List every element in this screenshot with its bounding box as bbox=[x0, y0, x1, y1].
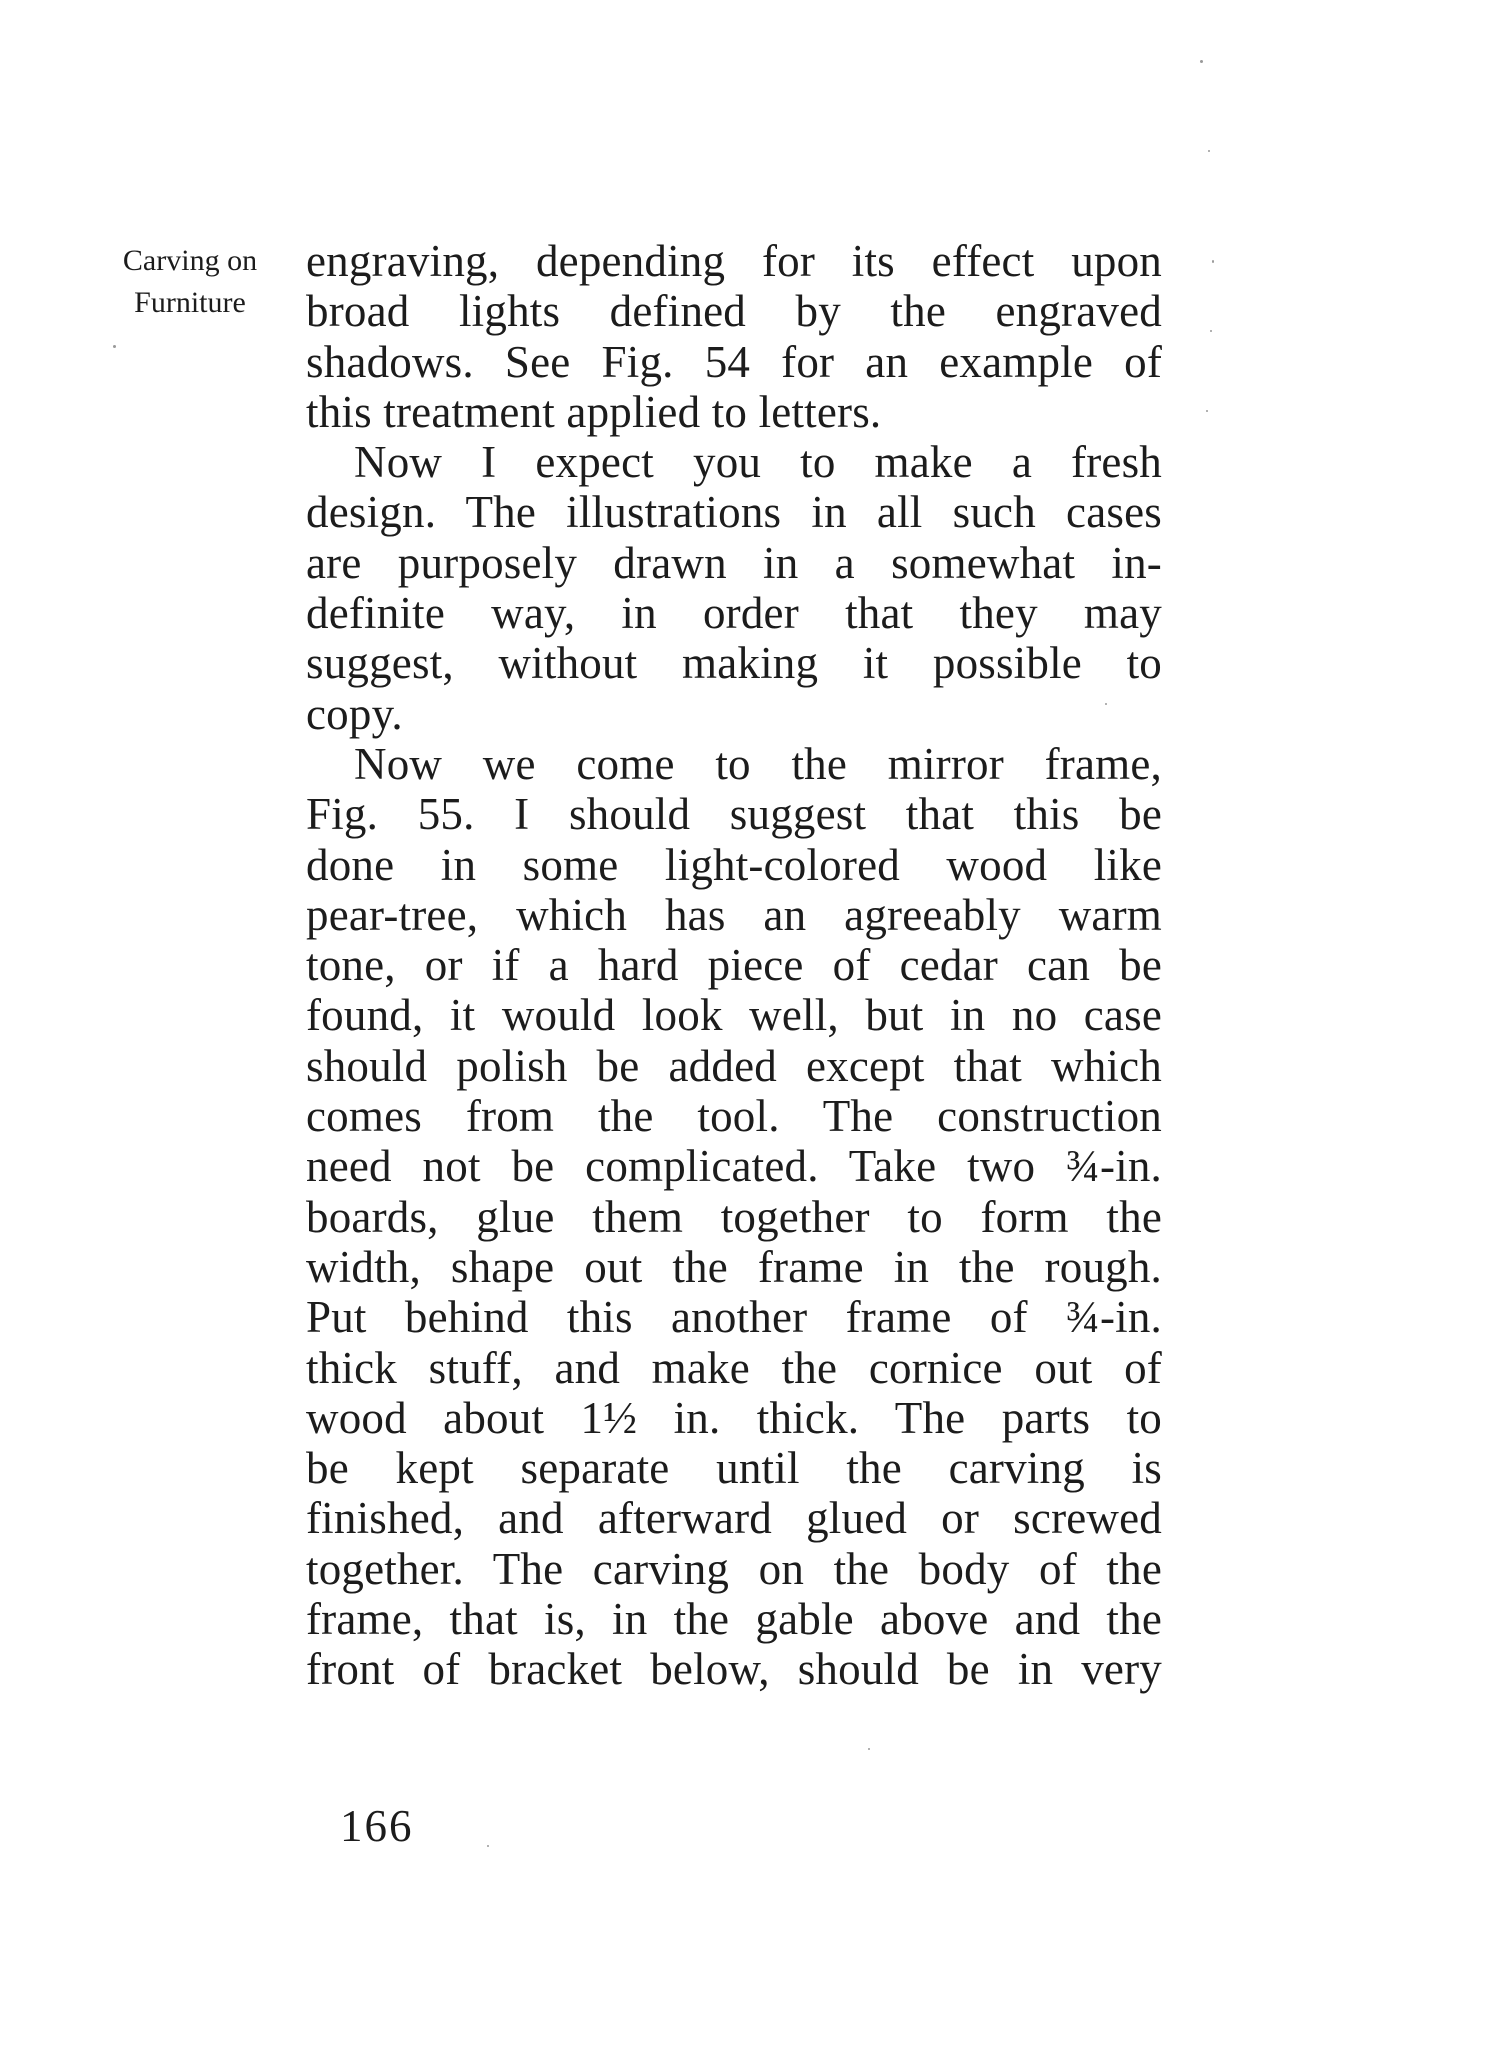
margin-note-line-1: Carving on bbox=[122, 244, 258, 277]
text-line: together. The carving on the body of the bbox=[306, 1543, 1162, 1594]
text-line: this treatment applied to letters. bbox=[306, 386, 882, 437]
text-line: design. The illustrations in all such cases bbox=[306, 487, 1162, 538]
text-line: definite way, in order that they may bbox=[306, 588, 1162, 639]
text-line: shadows. See Fig. 54 for an example of bbox=[306, 336, 1162, 387]
scan-speck bbox=[1210, 330, 1212, 332]
page-number: 166 bbox=[340, 1801, 414, 1851]
text-line: tone, or if a hard piece of cedar can be bbox=[306, 940, 1162, 991]
scan-speck bbox=[868, 1748, 870, 1750]
text-line: thick stuff, and make the cornice out of bbox=[306, 1342, 1162, 1393]
scan-speck bbox=[1212, 260, 1214, 263]
text-line: front of bracket below, should be in very bbox=[306, 1644, 1162, 1695]
scan-speck bbox=[113, 345, 116, 348]
text-line: boards, glue them together to form the bbox=[306, 1191, 1162, 1242]
text-line: Put behind this another frame of ¾-in. bbox=[306, 1292, 1162, 1343]
scan-speck bbox=[1105, 703, 1107, 705]
text-line: done in some light-colored wood like bbox=[306, 839, 1162, 890]
margin-note-line-2: Furniture bbox=[134, 286, 246, 319]
text-line: should polish be added except that which bbox=[306, 1040, 1162, 1091]
scan-speck bbox=[487, 1845, 489, 1847]
text-line: finished, and afterward glued or screwed bbox=[306, 1493, 1162, 1544]
scan-speck bbox=[1208, 150, 1210, 152]
text-line: found, it would look well, but in no case bbox=[306, 990, 1162, 1041]
text-line: need not be complicated. Take two ¾-in. bbox=[306, 1141, 1162, 1192]
text-line: Fig. 55. I should suggest that this be bbox=[306, 789, 1162, 840]
text-line: are purposely drawn in a somewhat in- bbox=[306, 537, 1162, 588]
text-line: broad lights defined by the engraved bbox=[306, 286, 1162, 337]
text-line: pear-tree, which has an agreeably warm bbox=[306, 889, 1162, 940]
text-line: Now we come to the mirror frame, bbox=[354, 738, 1162, 789]
text-line: frame, that is, in the gable above and the bbox=[306, 1594, 1162, 1645]
text-line: copy. bbox=[306, 688, 403, 739]
scan-speck bbox=[1206, 410, 1208, 412]
text-line: Now I expect you to make a fresh bbox=[354, 437, 1162, 488]
text-line: wood about 1½ in. thick. The parts to bbox=[306, 1392, 1162, 1443]
margin-note bbox=[96, 240, 284, 324]
text-line: suggest, without making it possible to bbox=[306, 638, 1162, 689]
text-line: width, shape out the frame in the rough. bbox=[306, 1241, 1162, 1292]
scan-speck bbox=[1200, 60, 1203, 63]
body-text bbox=[306, 236, 1162, 1695]
text-line: engraving, depending for its effect upon bbox=[306, 236, 1162, 286]
text-line: comes from the tool. The construction bbox=[306, 1091, 1162, 1142]
text-line: be kept separate until the carving is bbox=[306, 1443, 1162, 1494]
